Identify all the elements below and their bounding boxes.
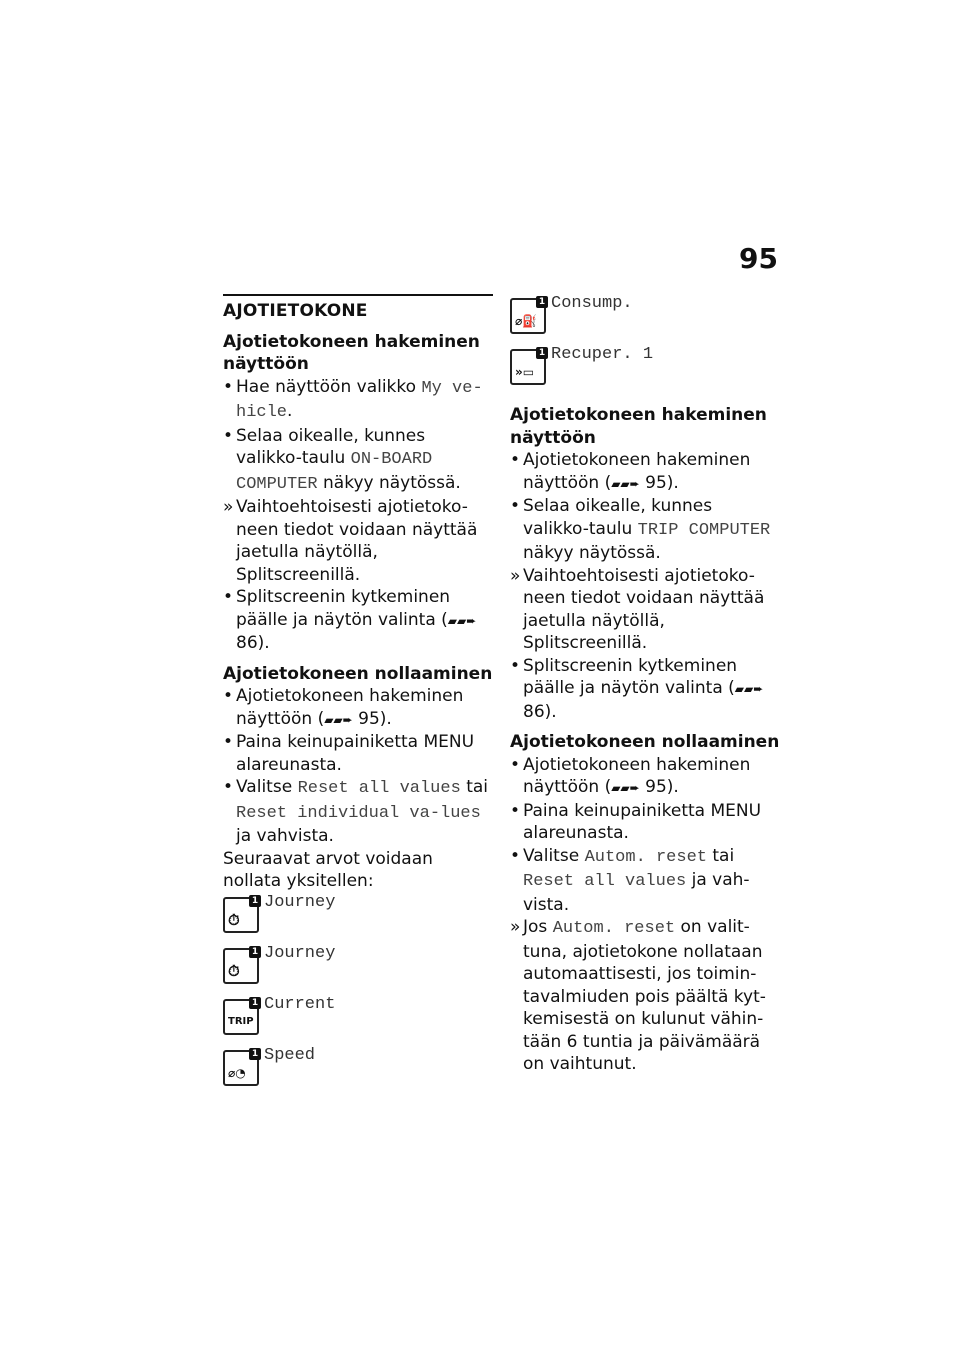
show-steps-list bbox=[510, 449, 780, 723]
reset-note: Seuraavat arvot voidaan nollata yksitellen: bbox=[223, 848, 433, 891]
page-reference-link[interactable]: 95 bbox=[645, 472, 667, 493]
reset-steps-list bbox=[223, 685, 493, 848]
list-item: » Vaihtoehtoisesti ajotietoko-neen tiedot voidaan näyttää jaetulla näytöllä, Splitscreenillä. bbox=[510, 565, 780, 655]
menu-name: ON-BOARD COMPUTER bbox=[236, 450, 433, 494]
xref-arrow-icon: ▰▰➨ bbox=[324, 712, 353, 727]
consumption-icon: ⌀⛽ 1 bbox=[510, 298, 546, 334]
page-reference-link[interactable]: 95 bbox=[358, 708, 380, 729]
heading-show-computer: Ajotietokoneen hakeminen näyttöön bbox=[223, 331, 480, 374]
list-item: • Paina keinupainiketta MENU alareunasta. bbox=[223, 731, 493, 776]
list-item: • Splitscreenin kytkeminen päälle ja näytön valinta (▰▰➨ 86). bbox=[223, 586, 493, 655]
stopwatch-icon: ⏱ 1 bbox=[223, 897, 259, 933]
average-speed-icon: ⌀◔ 1 bbox=[223, 1050, 259, 1086]
xref-arrow-icon: ▰▰➨ bbox=[611, 781, 640, 795]
xref-arrow-icon: ▰▰➨ bbox=[447, 613, 477, 628]
icon-row-speed bbox=[223, 1046, 493, 1097]
list-item: • Ajotietokoneen hakeminen näyttöön (▰▰➨ 95). bbox=[510, 754, 780, 800]
xref-arrow-icon: ▰▰➨ bbox=[611, 476, 640, 491]
menu-name: My ve-hicle bbox=[236, 378, 483, 422]
reset-value-icons bbox=[223, 893, 493, 1097]
list-item: • Hae näyttöön valikko My ve-hicle. bbox=[223, 376, 493, 425]
xref-arrow-icon: ▰▰➨ bbox=[734, 682, 764, 696]
list-item: • Selaa oikealle, kunnes valikko-taulu TRIP COMPUTER näkyy näytössä. bbox=[510, 495, 780, 565]
show-steps-list bbox=[223, 376, 493, 655]
page-reference-link[interactable]: 95 bbox=[645, 777, 667, 797]
icon-label: Recuper. 1 bbox=[551, 345, 654, 364]
left-column bbox=[223, 294, 493, 1097]
stopwatch-icon: ⏱ 1 bbox=[223, 948, 259, 984]
heading-show-trip-computer: Ajotietokoneen hakeminen näyttöön bbox=[510, 405, 767, 448]
icon-row-current bbox=[223, 995, 493, 1046]
icon-label: Journey bbox=[264, 892, 336, 912]
icon-row-recuperation bbox=[510, 345, 780, 396]
right-column bbox=[510, 294, 780, 1076]
recuperation-icon: »▭ 1 bbox=[510, 349, 546, 385]
list-item: • Splitscreenin kytkeminen päälle ja näytön valinta (▰▰➨ 86). bbox=[510, 655, 780, 724]
heading-reset-computer: Ajotietokoneen nollaaminen bbox=[223, 663, 493, 684]
reset-steps-list bbox=[510, 754, 780, 1076]
icon-row-consumption bbox=[510, 294, 780, 345]
list-item: • Valitse Reset all values tai Reset individual va-lues ja vahvista. bbox=[223, 776, 493, 848]
list-item: • Valitse Autom. reset tai Reset all values ja vah-vista. bbox=[510, 845, 780, 917]
icon-label: Journey bbox=[264, 943, 336, 963]
icon-label: Speed bbox=[264, 1045, 316, 1065]
list-item: » Jos Autom. reset on valit-tuna, ajotietokone nollataan automaattisesti, jos toimin-tavalmiuden pois päältä kyt-kemisestä on kulunut vähin-tään 6 tuntia ja päivämäärä on vaihtunut. bbox=[510, 916, 780, 1076]
icon-row-journey bbox=[223, 944, 493, 995]
heading-reset-trip-computer: Ajotietokoneen nollaaminen bbox=[510, 732, 780, 752]
list-item: • Paina keinupainiketta MENU alareunasta. bbox=[510, 800, 780, 845]
list-item: • Ajotietokoneen hakeminen näyttöön (▰▰➨ 95). bbox=[510, 449, 780, 495]
page-reference-link[interactable]: 86 bbox=[236, 633, 258, 653]
icon-label: Current bbox=[264, 994, 336, 1014]
list-item: • Ajotietokoneen hakeminen näyttöön (▰▰➨ 95). bbox=[223, 685, 493, 731]
page-number: 95 bbox=[739, 242, 778, 275]
trip-icon: TRIP 1 bbox=[223, 999, 259, 1035]
icon-row-journey bbox=[223, 893, 493, 944]
icon-label: Consump. bbox=[551, 294, 633, 313]
list-item: • Selaa oikealle, kunnes valikko-taulu ON-BOARD COMPUTER näkyy näytössä. bbox=[223, 425, 493, 497]
page-reference-link[interactable]: 86 bbox=[523, 701, 545, 722]
list-item: » Vaihtoehtoisesti ajotietoko-neen tiedot voidaan näyttää jaetulla näytöllä, Splitscreenillä. bbox=[223, 496, 493, 586]
menu-name: TRIP COMPUTER bbox=[637, 520, 771, 540]
section-title: AJOTIETOKONE bbox=[223, 301, 368, 321]
